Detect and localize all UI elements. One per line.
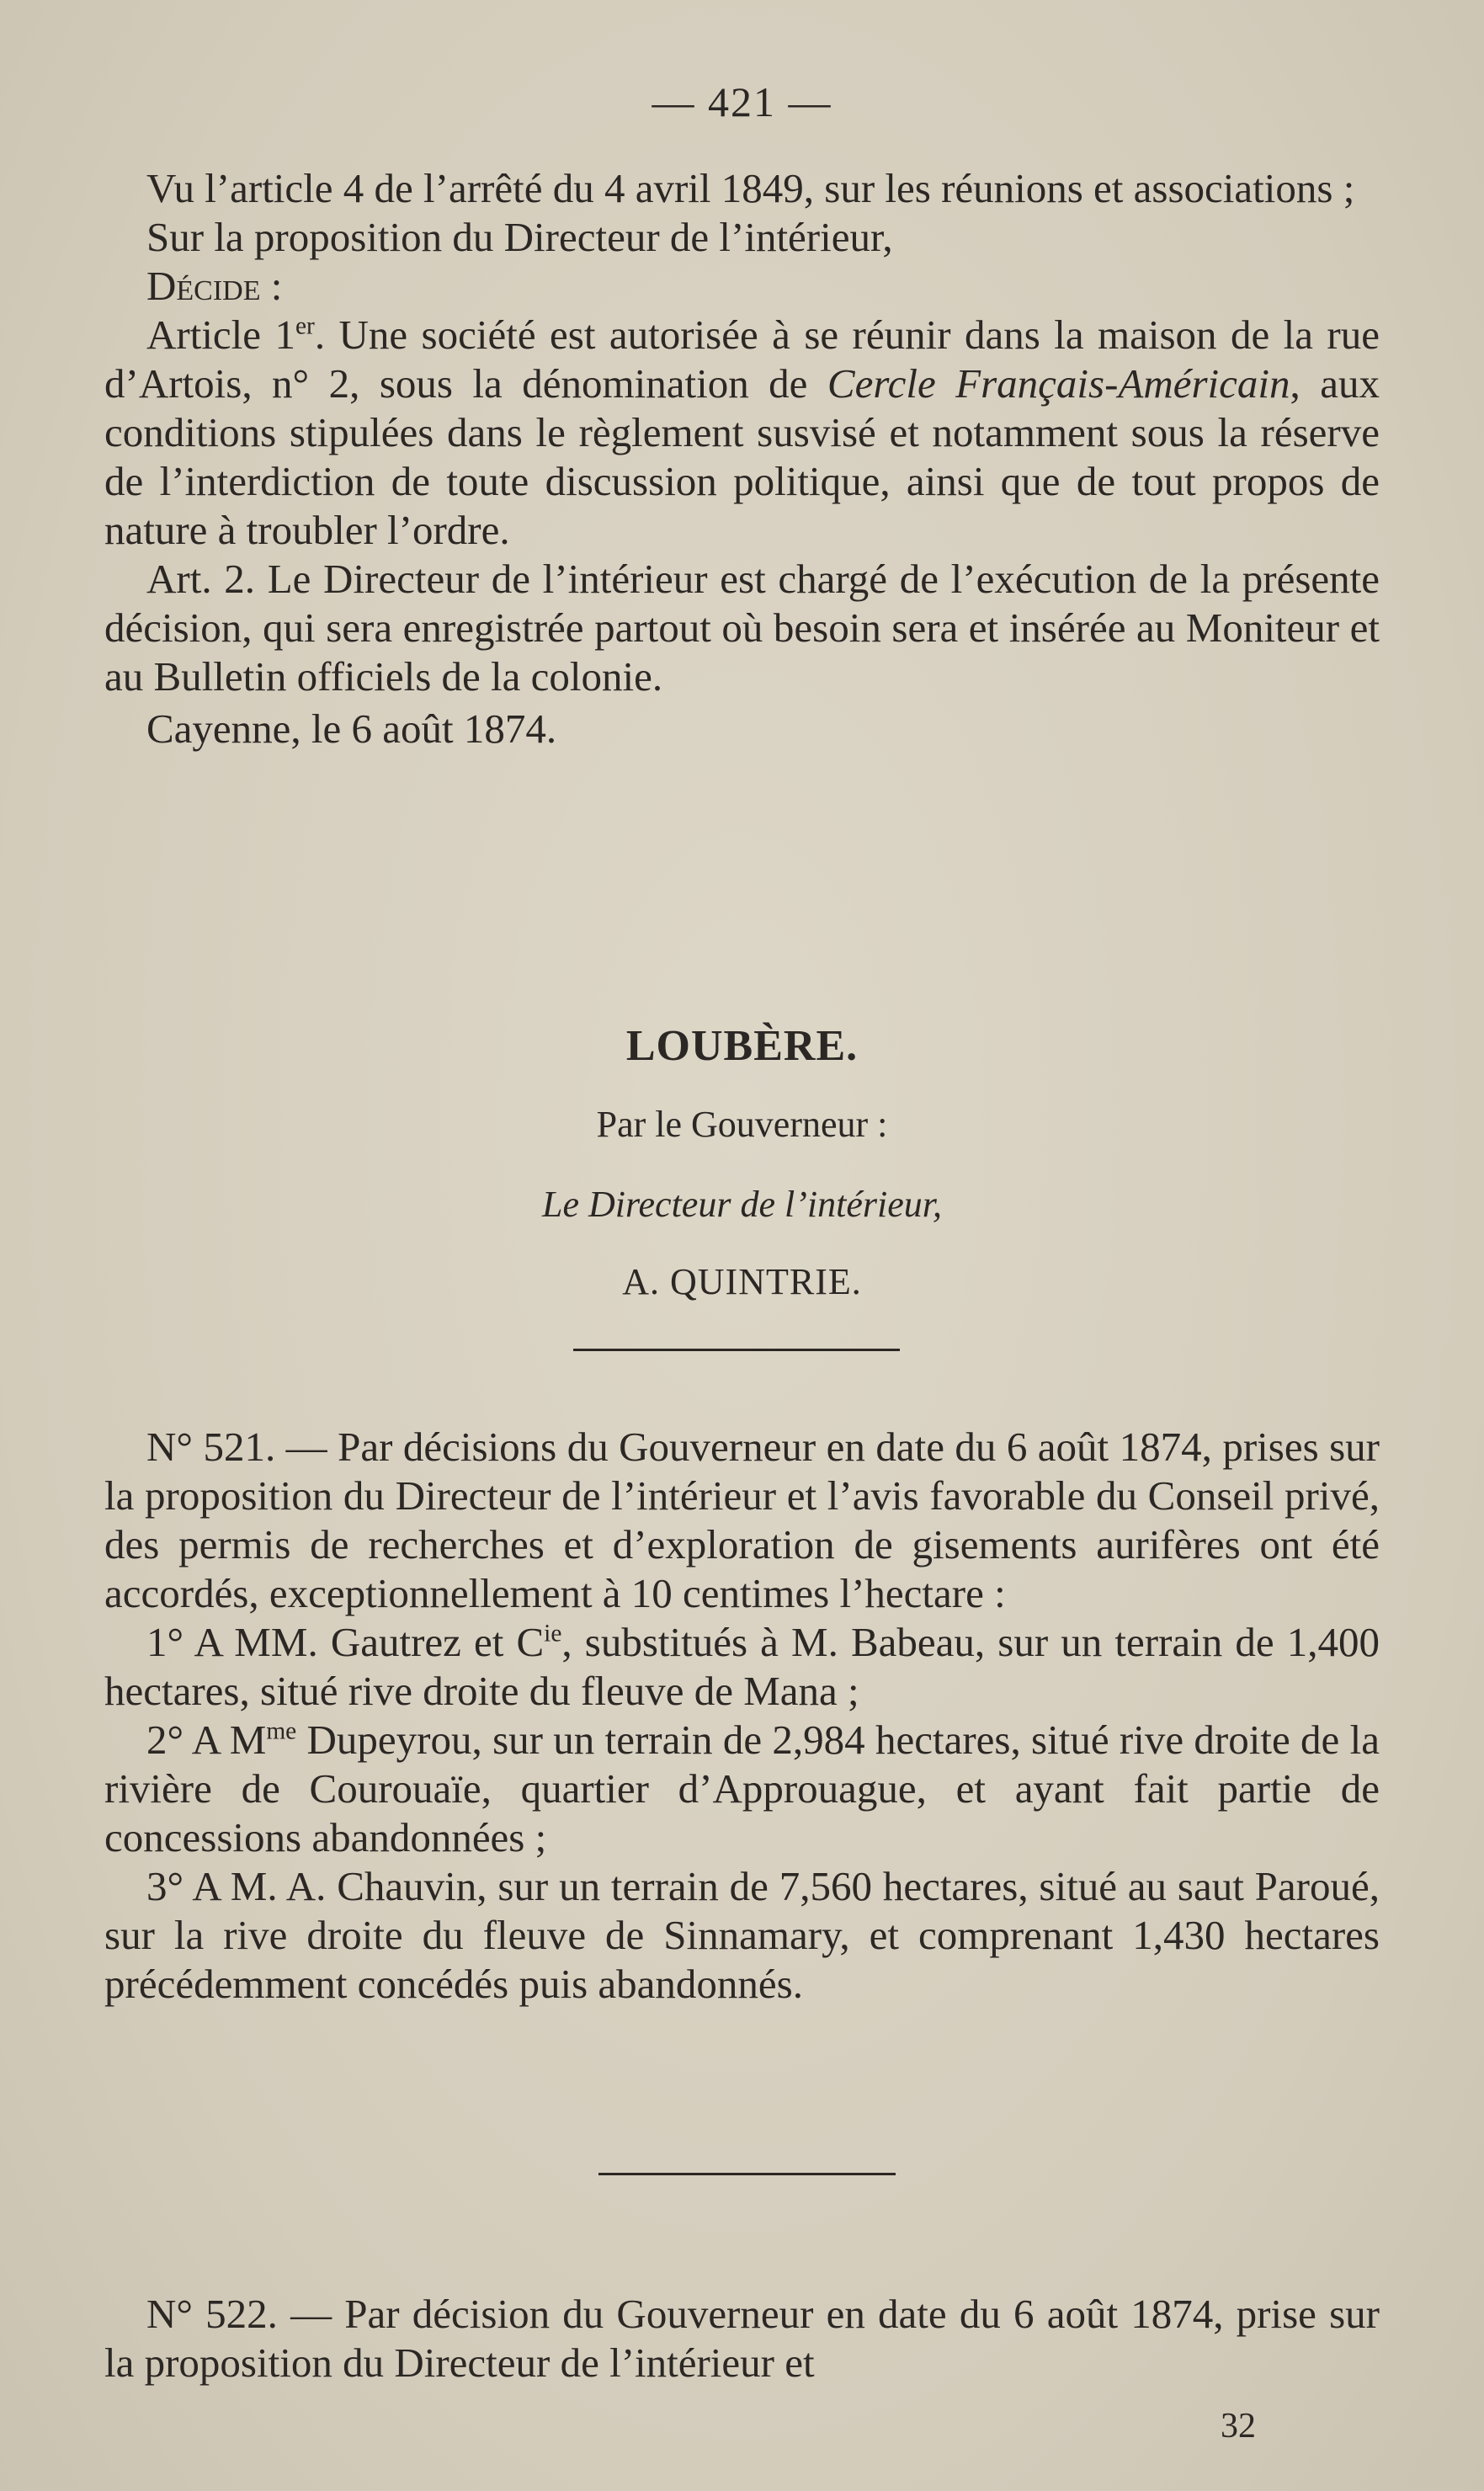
paragraph-521-item-3: 3° A M. A. Chauvin, sur un terrain de 7,560 hectares, situé au saut Paroué, sur la rive droite du fleuve de Sinnamary, et comprenant 1,430 hectares précédemment concédés puis abandonnés. — [104, 1863, 1380, 2007]
article-1-cercle-name: Cercle Français-Américain — [827, 360, 1290, 407]
paragraph-521-item-1 — [104, 1618, 1380, 1716]
paragraph-521: N° 521. — Par décisions du Gouverneur en date du 6 août 1874, prises sur la proposition du Directeur de l’intérieur et l’avis favorable du Conseil privé, des permis de recherches et d’exploration de gisements aurifères ont été accordés, exceptionnellement à 10 centimes l’hectare : — [104, 1424, 1380, 1616]
item-2-superscript: me — [266, 1717, 297, 1745]
paragraph-article-2: Art. 2. Le Directeur de l’intérieur est chargé de l’exécution de la présente décision, qui sera enregistrée partout où besoin sera et insérée au Moniteur et au Bulletin officiels de la colonie. — [104, 556, 1380, 700]
item-2-end: Dupeyrou, sur un terrain de 2,984 hectares, situé rive droite de la rivière de Courouaïe, quartier d’Approuague, et ayant fait partie de concessions abandonnées ; — [104, 1717, 1380, 1860]
page-number: — 421 — — [652, 78, 832, 125]
item-2-start: 2° A M — [146, 1717, 267, 1763]
section-divider — [573, 1349, 900, 1351]
item-1-start: 1° A MM. Gautrez et C — [146, 1619, 545, 1665]
item-1-superscript: ie — [544, 1620, 562, 1647]
signature-mark: 32 — [1221, 2407, 1256, 2446]
decision-521-block — [104, 1423, 1380, 2009]
signature-loubere: LOUBÈRE. — [625, 1022, 859, 1070]
decision-522-block — [104, 2290, 1380, 2387]
article-1-end: , aux conditions stipulées dans le règlement susvisé et notamment sous la réserve de l’interdiction de toute discussion politique, ainsi que de tout propos de nature à troubler l’ordre. — [104, 360, 1380, 553]
signature-quintrie: A. QUINTRIE. — [622, 1261, 862, 1302]
item-1-end: , substitués à M. Babeau, sur un terrain de 1,400 hectares, situé rive droite du fleuve de Mana ; — [104, 1619, 1380, 1714]
paragraph-proposition: Sur la proposition du Directeur de l’intérieur, — [146, 214, 893, 260]
paragraph-decide: Décide : — [146, 263, 283, 309]
article-1-superscript: er — [295, 312, 315, 340]
paragraph-521-item-2 — [104, 1716, 1380, 1862]
paragraph-522: N° 522. — Par décision du Gouverneur en date du 6 août 1874, prise sur la proposition du Directeur de l’intérieur et — [104, 2291, 1380, 2386]
paragraph-vu: Vu l’article 4 de l’arrêté du 4 avril 1849, sur les réunions et associations ; — [146, 165, 1355, 211]
article-1-start: Article 1 — [146, 311, 295, 358]
paragraph-article-1 — [104, 311, 1380, 555]
signature-par-gouverneur: Par le Gouverneur : — [596, 1104, 888, 1145]
signature-directeur: Le Directeur de l’intérieur, — [542, 1184, 942, 1225]
section-divider — [598, 2173, 896, 2175]
article-1-middle: . Une société est autorisée à se réunir dans la maison de la rue d’Artois, n° 2, sous la dénomination de — [104, 311, 1380, 407]
paragraph-date: Cayenne, le 6 août 1874. — [146, 705, 557, 752]
decision-text-block — [104, 164, 1380, 753]
